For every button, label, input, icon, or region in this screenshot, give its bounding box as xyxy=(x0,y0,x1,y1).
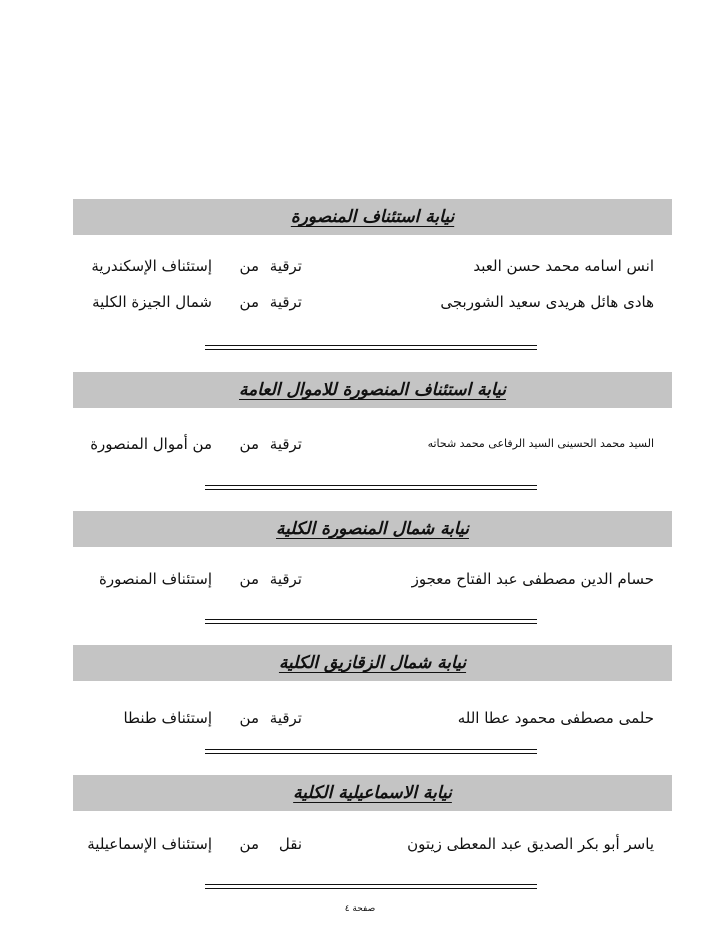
action-type: ترقية xyxy=(269,293,302,311)
action-type: ترقية xyxy=(269,257,302,275)
from-label: من xyxy=(239,570,259,588)
from-label: من xyxy=(239,257,259,275)
person-name: ياسر أبو بكر الصديق عبد المعطى زيتون xyxy=(407,835,654,853)
section-title: نيابة استئناف المنصورة للاموال العامة xyxy=(239,380,507,400)
section-divider xyxy=(205,619,537,624)
person-name: حلمى مصطفى محمود عطا الله xyxy=(457,709,654,727)
section-header-ismailia xyxy=(73,775,672,811)
origin-office: إستئناف طنطا xyxy=(123,709,212,727)
origin-office: إستئناف الإسماعيلية xyxy=(87,835,212,853)
from-label: من xyxy=(239,709,259,727)
section-header-mansoura-public-funds xyxy=(73,372,672,408)
origin-office: من أموال المنصورة xyxy=(90,435,212,453)
person-name: انس اسامه محمد حسن العبد xyxy=(473,257,654,275)
action-type: ترقية xyxy=(269,570,302,588)
origin-office: إستئناف المنصورة xyxy=(99,570,212,588)
section-title: نيابة الاسماعيلية الكلية xyxy=(293,783,452,803)
list-item xyxy=(0,290,720,314)
page-number: صفحة ٤ xyxy=(344,904,376,914)
section-title: نيابة استئناف المنصورة xyxy=(290,207,455,227)
section-header-north-mansoura xyxy=(73,511,672,547)
section-title: نيابة شمال الزقازيق الكلية xyxy=(278,653,467,673)
person-name: السيد محمد الحسينى السيد الرفاعى محمد شحاته xyxy=(427,437,654,450)
origin-office: إستئناف الإسكندرية xyxy=(91,257,212,275)
section-divider xyxy=(205,749,537,754)
action-type: ترقية xyxy=(269,435,302,453)
list-item xyxy=(0,432,720,456)
origin-office: شمال الجيزة الكلية xyxy=(92,293,212,311)
action-type: نقل xyxy=(278,835,302,853)
person-name: هادى هائل هريدى سعيد الشوربجى xyxy=(440,293,654,311)
list-item xyxy=(0,832,720,856)
section-divider xyxy=(205,345,537,350)
from-label: من xyxy=(239,293,259,311)
list-item xyxy=(0,567,720,591)
from-label: من xyxy=(239,835,259,853)
section-divider xyxy=(205,485,537,490)
action-type: ترقية xyxy=(269,709,302,727)
person-name: حسام الدين مصطفى عبد الفتاح معجوز xyxy=(411,570,654,588)
list-item xyxy=(0,706,720,730)
section-divider xyxy=(205,884,537,889)
section-header-north-zagazig xyxy=(73,645,672,681)
from-label: من xyxy=(239,435,259,453)
section-header-mansoura-appeal xyxy=(73,199,672,235)
section-title: نيابة شمال المنصورة الكلية xyxy=(276,519,469,539)
list-item xyxy=(0,254,720,278)
